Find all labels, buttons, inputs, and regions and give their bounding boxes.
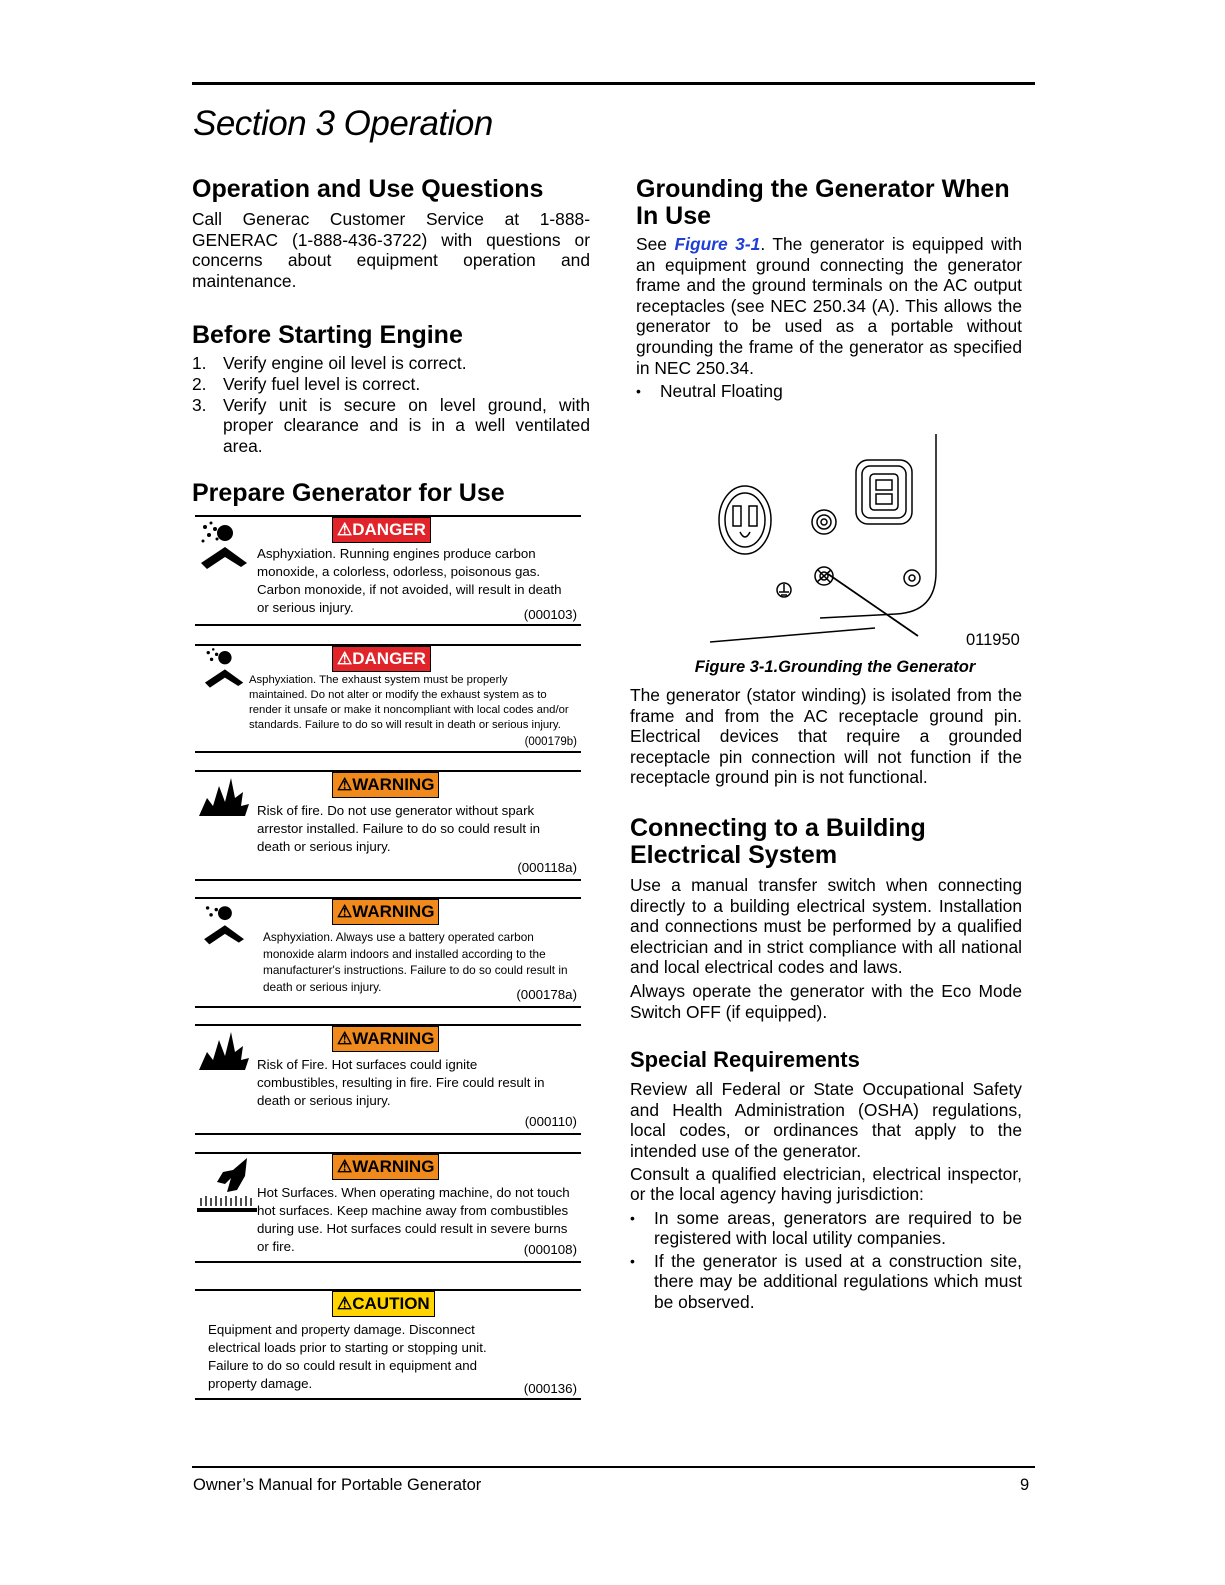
list-item: • In some areas, generators are required to be registered with local utility companies.	[630, 1208, 1022, 1249]
heading-connecting: Connecting to a Building Electrical System	[630, 813, 926, 869]
list-item: 1. Verify engine oil level is correct.	[192, 353, 467, 374]
left-column	[192, 176, 590, 507]
footer-title: Owner’s Manual for Portable Generator	[193, 1476, 482, 1494]
fire-icon	[197, 776, 252, 818]
paragraph-transfer-switch: Use a manual transfer switch when connecting directly to a building electrical system. Installation and connections must be performed by a qualified electrician and in strict compliance with all national and local electrical codes and laws.	[630, 874, 1022, 978]
paragraph-isolation: The generator (stator winding) is isolated from the frame and from the AC receptacle ground pin. Electrical devices that require a grounded receptacle pin connection will not function if the receptacle ground pin is not functional.	[630, 685, 1022, 788]
paragraph-consult: Consult a qualified electrician, electrical inspector, or the local agency having jurisdiction:	[630, 1163, 1022, 1205]
warning-code: (000118a)	[517, 860, 577, 875]
divider	[195, 1261, 581, 1263]
figure-link[interactable]: Figure 3-1	[674, 234, 761, 254]
list-item: • If the generator is used at a construction site, there may be additional regulations which must be observed.	[630, 1251, 1022, 1313]
warning-badge: ⚠WARNING	[332, 899, 439, 925]
divider	[195, 624, 581, 626]
warning-text: Equipment and property damage. Disconnect electrical loads prior to starting or stopping unit. Failure to do so could result in equipment and property damage.	[208, 1322, 487, 1391]
fire-icon	[197, 1030, 252, 1072]
divider	[195, 1006, 581, 1008]
footer-rule	[192, 1466, 1035, 1468]
warning-text: Asphyxiation. The exhaust system must be properly maintained. Do not alter or modify the exhaust system as to render it unsafe or make it noncompliant with local codes and/or standards. Failure to do so will result in death or serious injury.	[249, 674, 569, 731]
warning-box-2	[195, 897, 581, 1007]
heading-grounding: Grounding the Generator When In Use	[636, 175, 1010, 230]
divider	[195, 879, 581, 881]
list-item: 2. Verify fuel level is correct.	[192, 373, 421, 394]
bullet-list	[636, 381, 1022, 402]
warning-text: Asphyxiation. Running engines produce carbon monoxide, a colorless, odorless, poisonous gas. Carbon monoxide, if not avoided, will result in death or serious injury.	[257, 546, 562, 615]
page-number: 9	[1020, 1476, 1030, 1494]
heading-special-requirements: Special Requirements	[630, 1047, 860, 1073]
warning-box-4	[195, 1152, 581, 1262]
warning-text: Risk of fire. Do not use generator without spark arrestor installed. Failure to do so could result in death or serious injury.	[257, 803, 541, 854]
warning-code: (000179b)	[524, 736, 577, 748]
warning-badge: ⚠WARNING	[332, 1154, 439, 1180]
figure-caption: Figure 3-1.Grounding the Generator	[694, 658, 976, 676]
warning-code: (000136)	[523, 1381, 577, 1396]
warning-box-1	[195, 770, 581, 880]
danger-box-1	[195, 515, 581, 625]
section-title: Section 3 Operation	[193, 104, 493, 143]
bullet-list	[630, 1208, 1022, 1313]
heading-prepare-generator: Prepare Generator for Use	[192, 479, 505, 508]
steps-list	[192, 353, 590, 456]
warning-text: Risk of Fire. Hot surfaces could ignite combustibles, resulting in fire. Fire could result in death or serious injury.	[257, 1057, 545, 1108]
warning-text: Hot Surfaces. When operating machine, do not touch hot surfaces. Keep machine away from combustibles during use. Hot surfaces could result in severe burns or fire.	[257, 1185, 570, 1254]
warning-code: (000103)	[523, 607, 577, 622]
divider	[195, 751, 581, 753]
danger-badge: ⚠DANGER	[332, 646, 431, 672]
paragraph-customer-service: Call Generac Customer Service at 1-888-GENERAC (1-888-436-3722) with questions or concerns about equipment operation and maintenance.	[192, 209, 590, 291]
danger-badge: ⚠DANGER	[332, 517, 431, 543]
warning-text: Asphyxiation. Always use a battery operated carbon monoxide alarm indoors and installed according to the manufacturer's instructions. Failure to do so could result in death or serious injury.	[263, 930, 568, 994]
paragraph-eco-mode: Always operate the generator with the Eco Mode Switch OFF (if equipped).	[630, 980, 1022, 1022]
paragraph-osha: Review all Federal or State Occupational Safety and Health Administration (OSHA) regulations, local codes, or ordinances that apply to the intended use of the generator.	[630, 1079, 1022, 1161]
warning-code: (000110)	[524, 1114, 577, 1129]
figure-id: 011950	[966, 631, 1020, 649]
hot-surface-icon	[197, 1156, 257, 1214]
grounding-figure	[700, 432, 950, 652]
list-item: 3. Verify unit is secure on level ground, with proper clearance and is in a well ventilated area.	[192, 394, 590, 456]
asphyxiation-icon	[197, 901, 252, 953]
danger-box-2	[195, 644, 581, 752]
right-column	[636, 176, 1022, 402]
warning-badge: ⚠WARNING	[332, 772, 439, 798]
heading-before-starting: Before Starting Engine	[192, 321, 463, 350]
warning-badge: ⚠WARNING	[332, 1026, 439, 1052]
asphyxiation-icon	[197, 519, 252, 579]
header-rule	[192, 82, 1035, 85]
warning-box-3	[195, 1024, 581, 1134]
divider	[195, 1133, 581, 1135]
paragraph-grounding: See Figure 3-1. The generator is equipped with an equipment ground connecting the generator frame and the ground terminals on the AC output receptacles (see NEC 250.34 (A). This allows the generator to be used as a portable without grounding the frame of the generator as specified in NEC 250.34.	[636, 234, 1023, 378]
warning-code: (000178a)	[516, 987, 577, 1002]
heading-operation-questions: Operation and Use Questions	[192, 175, 544, 203]
asphyxiation-icon	[197, 646, 252, 696]
list-item: • Neutral Floating	[636, 381, 1022, 402]
right-column-lower	[630, 685, 1022, 1313]
warning-code: (000108)	[523, 1242, 577, 1257]
caution-box	[195, 1289, 581, 1399]
caution-badge: ⚠CAUTION	[332, 1291, 435, 1317]
divider	[195, 1398, 581, 1400]
